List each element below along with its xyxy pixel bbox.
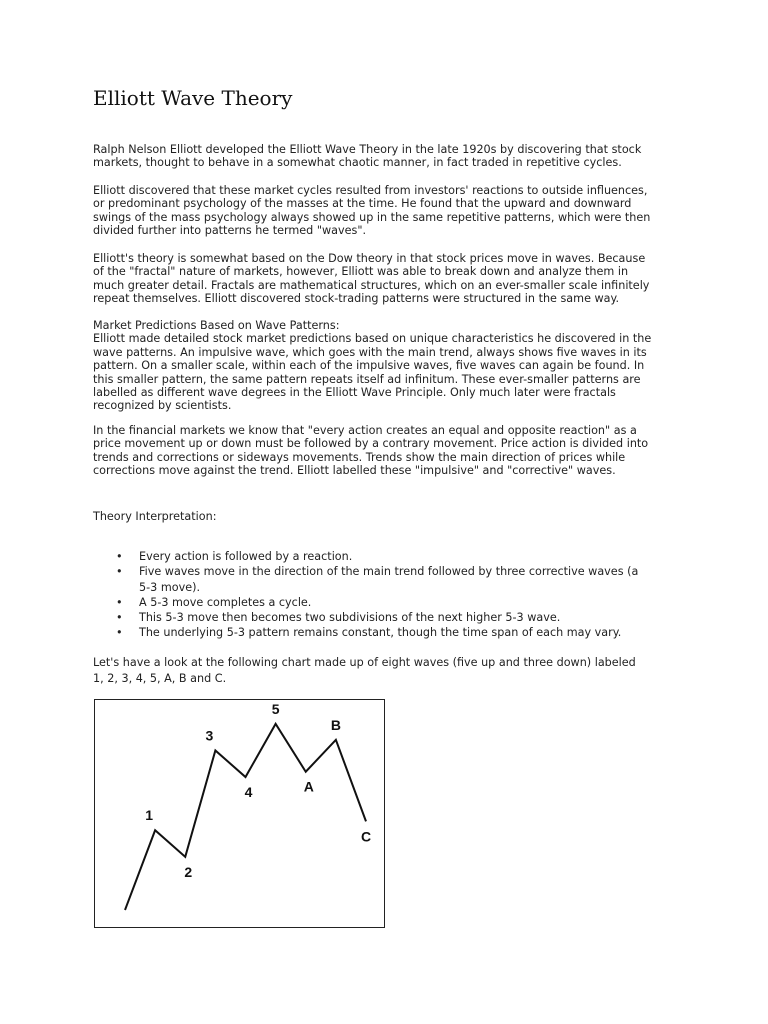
paragraph-intro <box>93 143 683 170</box>
page-title: Elliott Wave Theory <box>93 86 293 110</box>
text-line: Elliott made detailed stock market predictions based on unique characteristics he discovered in the <box>93 332 652 346</box>
wave-label-4: 4 <box>244 784 253 801</box>
elliott-wave-svg <box>95 700 384 927</box>
text-line: Ralph Nelson Elliott developed the Elliott Wave Theory in the late 1920s by discovering that stock <box>93 143 642 156</box>
text-line: In the financial markets we know that "every action creates an equal and opposite reaction" as a <box>93 424 637 437</box>
wave-label-c: C <box>360 828 372 845</box>
paragraph-chart-intro <box>93 655 683 686</box>
text-line: Elliott's theory is somewhat based on the Dow theory in that stock prices move in waves. Because <box>93 252 646 265</box>
text-line: Elliott discovered that these market cycles resulted from investors' reactions to outside influences, <box>93 184 648 197</box>
bullet-text: This 5-3 move then becomes two subdivisions of the next higher 5-3 wave. <box>139 611 561 625</box>
text-line: markets, thought to behave in a somewhat chaotic manner, in fact traded in repetitive cycles. <box>93 156 622 170</box>
wave-label-a: A <box>303 778 314 795</box>
text-line: labelled as different wave degrees in the Elliott Wave Principle. Only much later were fractals <box>93 386 616 400</box>
text-line: Let's have a look at the following chart made up of eight waves (five up and three down) labeled <box>93 656 636 669</box>
text-line: wave patterns. An impulsive wave, which goes with the main trend, always shows five waves in its <box>93 345 647 359</box>
bullet-item <box>93 564 693 595</box>
bullet-marker: • <box>116 565 123 579</box>
bullet-item <box>93 625 693 640</box>
wave-series-line <box>125 724 366 910</box>
bullet-text: Every action is followed by a reaction. <box>139 550 353 563</box>
text-line: price movement up or down must be followed by a contrary movement. Price action is divided into <box>93 437 649 451</box>
bullet-text: The underlying 5-3 pattern remains constant, though the time span of each may vary. <box>139 626 622 640</box>
text-line: pattern. On a smaller scale, within each of the impulsive waves, five waves can again be found. In <box>93 359 645 373</box>
text-line: swings of the mass psychology always showed up in the same repetitive patterns, which were then <box>93 210 651 224</box>
paragraph-financial-markets <box>93 424 683 478</box>
bullet-item <box>93 595 693 610</box>
text-line: or predominant psychology of the masses at the time. He found that the upward and downward <box>93 197 632 211</box>
wave-label-1: 1 <box>145 807 154 824</box>
interpretation-bullet-list <box>93 549 693 641</box>
bullet-marker: • <box>116 626 123 640</box>
text-line: Theory Interpretation: <box>93 510 217 523</box>
bullet-item <box>93 610 693 625</box>
bullet-marker: • <box>116 611 123 625</box>
wave-label-5: 5 <box>271 700 280 717</box>
text-line: this smaller pattern, the same pattern repeats itself ad infinitum. These ever-smaller patterns are <box>93 372 641 386</box>
text-line: 1, 2, 3, 4, 5, A, B and C. <box>93 671 227 685</box>
wave-label-b: B <box>330 716 341 733</box>
text-line: recognized by scientists. <box>93 399 232 413</box>
text-line: repeat themselves. Elliott discovered stock-trading patterns were structured in the same way. <box>93 292 620 306</box>
theory-interpretation-heading <box>93 510 683 523</box>
text-line: corrections move against the trend. Elliott labelled these "impulsive" and "corrective" waves. <box>93 464 616 478</box>
bullet-text: A 5-3 move completes a cycle. <box>139 595 312 609</box>
wave-label-2: 2 <box>184 863 193 880</box>
paragraph-dow-theory <box>93 252 683 306</box>
text-line: trends and corrections or sideways movements. Trends show the main direction of prices while <box>93 450 626 464</box>
bullet-marker: • <box>116 595 123 609</box>
wave-label-3: 3 <box>205 727 214 744</box>
bullet-marker: • <box>116 550 123 563</box>
bullet-text: 5-3 move). <box>139 580 200 594</box>
text-line: divided further into patterns he termed "waves". <box>93 224 367 238</box>
paragraph-market-cycles <box>93 184 683 238</box>
bullet-text: Five waves move in the direction of the main trend followed by three corrective waves (a <box>139 565 639 579</box>
paragraph-predictions <box>93 319 683 413</box>
elliott-wave-chart <box>94 699 385 928</box>
text-line: of the "fractal" nature of markets, however, Elliott was able to break down and analyze them in <box>93 265 629 279</box>
text-line: much greater detail. Fractals are mathematical structures, which on an ever-smaller scale infinitely <box>93 278 650 292</box>
section-subheading: Market Predictions Based on Wave Patterns: <box>93 319 340 332</box>
bullet-item <box>93 549 693 564</box>
